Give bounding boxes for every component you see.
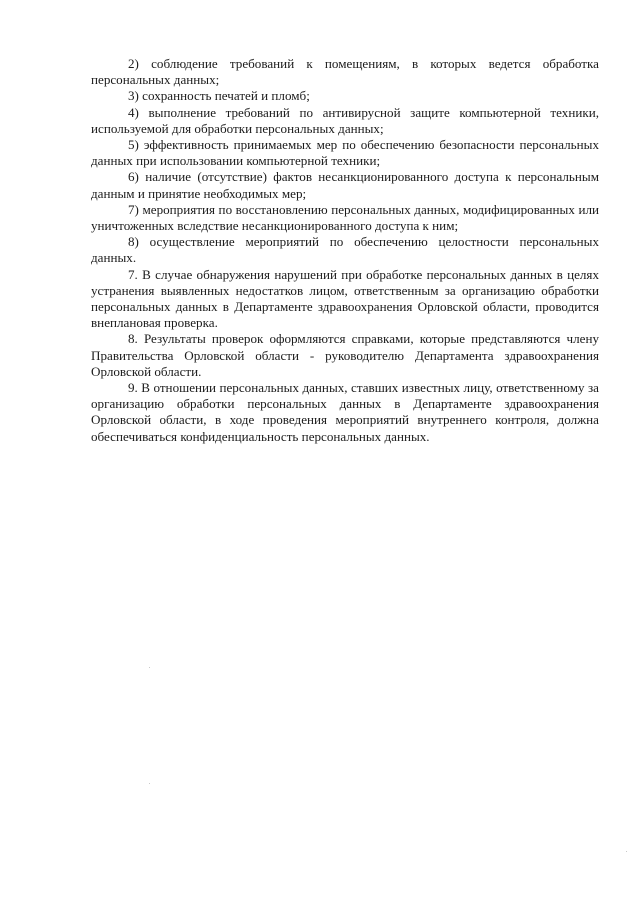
list-item-8-data-integrity: 8) осуществление мероприятий по обеспечению целостности персональных данных. — [91, 234, 599, 266]
list-item-7-data-restoration: 7) мероприятия по восстановлению персональных данных, модифицированных или уничтоженных вследствие несанкционированного доступа к ним; — [91, 201, 599, 234]
list-item-6-unauthorized-access: 6) наличие (отсутствие) фактов несанкционированного доступа к персональным данным и принятие необходимых мер; — [91, 169, 599, 201]
clause-7-unscheduled-inspection: 7. В случае обнаружения нарушений при обработке персональных данных в целях устранения выявленных недостатков лицом, ответственным за организацию обработки персональных данных в Департаменте здравоохранения Орловской области, проводится внеплановая проверка. — [91, 266, 599, 331]
scan-speck — [149, 667, 150, 668]
clause-9-confidentiality: 9. В отношении персональных данных, ставших известных лицу, ответственному за организацию обработки персональных данных в Департаменте здравоохранения Орловской области, в ходе проведения мероприятий внутреннего контроля, должна обеспечиваться конфиденциальность персональных данных. — [91, 380, 599, 444]
scan-speck — [626, 851, 627, 852]
list-item-3-seals: 3) сохранность печатей и пломб; — [128, 88, 310, 104]
document-body — [91, 56, 599, 445]
list-item-4-antivirus: 4) выполнение требований по антивирусной защите компьютерной техники, используемой для обработки персональных данных; — [91, 104, 599, 136]
list-item-2-premises: 2) соблюдение требований к помещениям, в которых ведется обработка персональных данных; — [91, 56, 599, 88]
scan-speck — [149, 783, 150, 784]
clause-8-inspection-results: 8. Результаты проверок оформляются справками, которые представляются члену Правительства Орловской области - руководителю Департамента здравоохранения Орловской области. — [91, 331, 599, 379]
list-item-5-security-measures: 5) эффективность принимаемых мер по обеспечению безопасности персональных данных при использовании компьютерной техники; — [91, 137, 599, 169]
